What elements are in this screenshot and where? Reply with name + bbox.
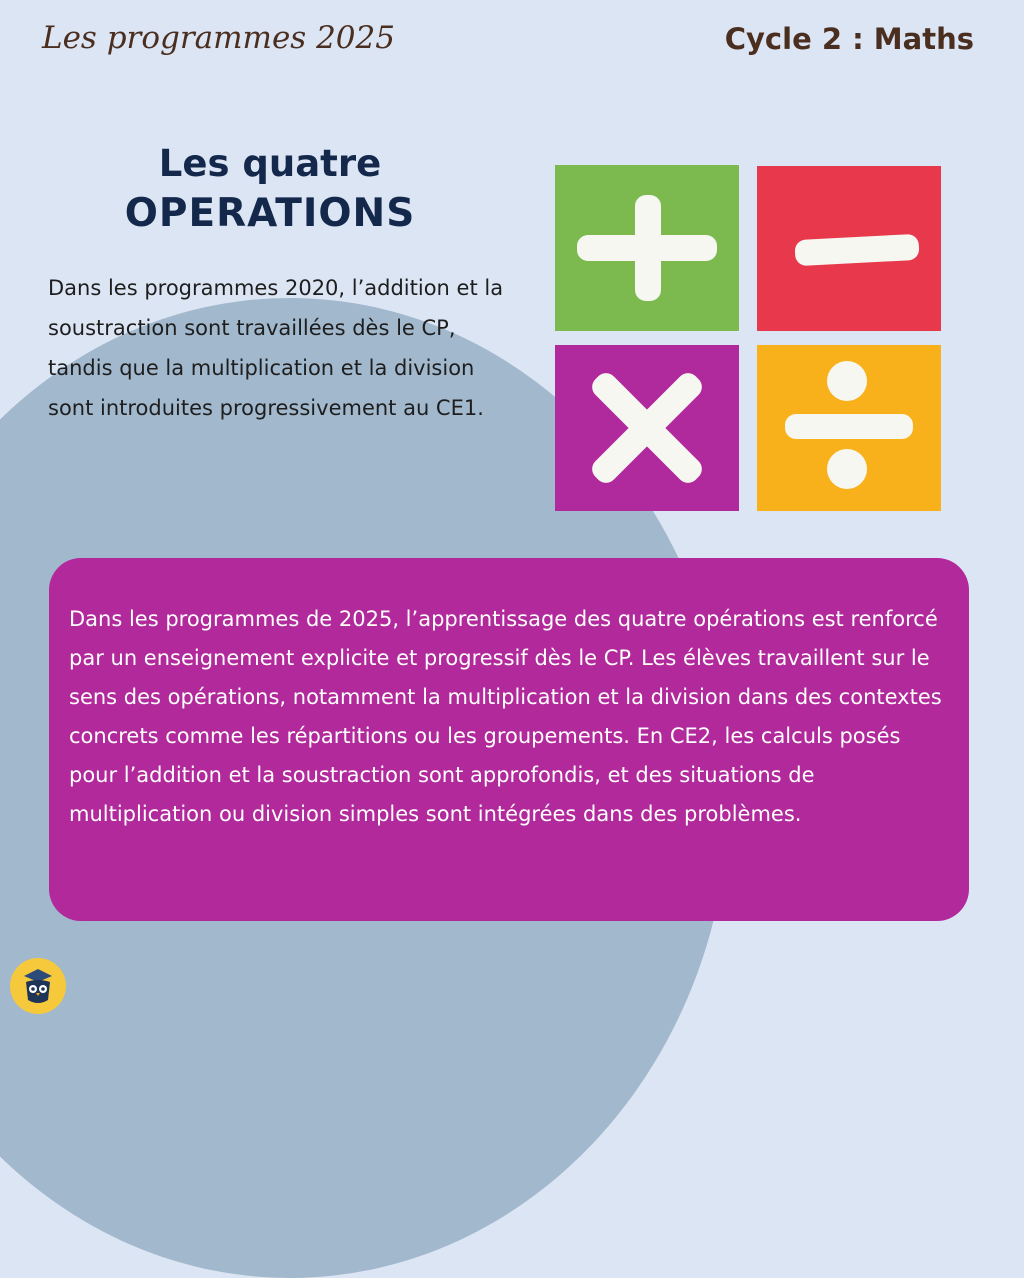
minus-tile bbox=[757, 166, 941, 331]
intro-paragraph: Dans les programmes 2020, l’addition et la soustraction sont travaillées dès le CP, tandis que la multiplication et la division sont introduites progressivement au CE1. bbox=[48, 276, 504, 420]
title-line-2: OPERATIONS bbox=[124, 191, 416, 236]
header-program-title: Les programmes 2025 bbox=[42, 20, 395, 56]
header-cycle-label: Cycle 2 : Maths bbox=[724, 22, 974, 56]
owl-logo bbox=[10, 958, 66, 1014]
page-title bbox=[100, 140, 440, 240]
title-line-1: Les quatre bbox=[158, 142, 382, 185]
owl-graduate-icon bbox=[10, 958, 66, 1014]
programme-2025-panel bbox=[49, 558, 969, 921]
minus-icon bbox=[757, 166, 941, 331]
divide-tile bbox=[757, 345, 941, 511]
times-tile bbox=[555, 345, 739, 511]
panel-text: Dans les programmes de 2025, l’apprentissage des quatre opérations est renforcé par un enseignement explicite et progressif dès le CP. Les élèves travaillent sur le sens des opérations, notamment la multiplication et la division dans des contextes concrets comme les répartitions ou les groupements. En CE2, les calculs posés pour l’addition et la soustraction sont approfondis, et des situations de multiplication ou division simples sont intégrées dans des problèmes. bbox=[69, 607, 942, 826]
times-icon bbox=[555, 345, 739, 511]
plus-tile bbox=[555, 165, 739, 331]
divide-icon bbox=[757, 345, 941, 511]
plus-icon bbox=[555, 165, 739, 331]
